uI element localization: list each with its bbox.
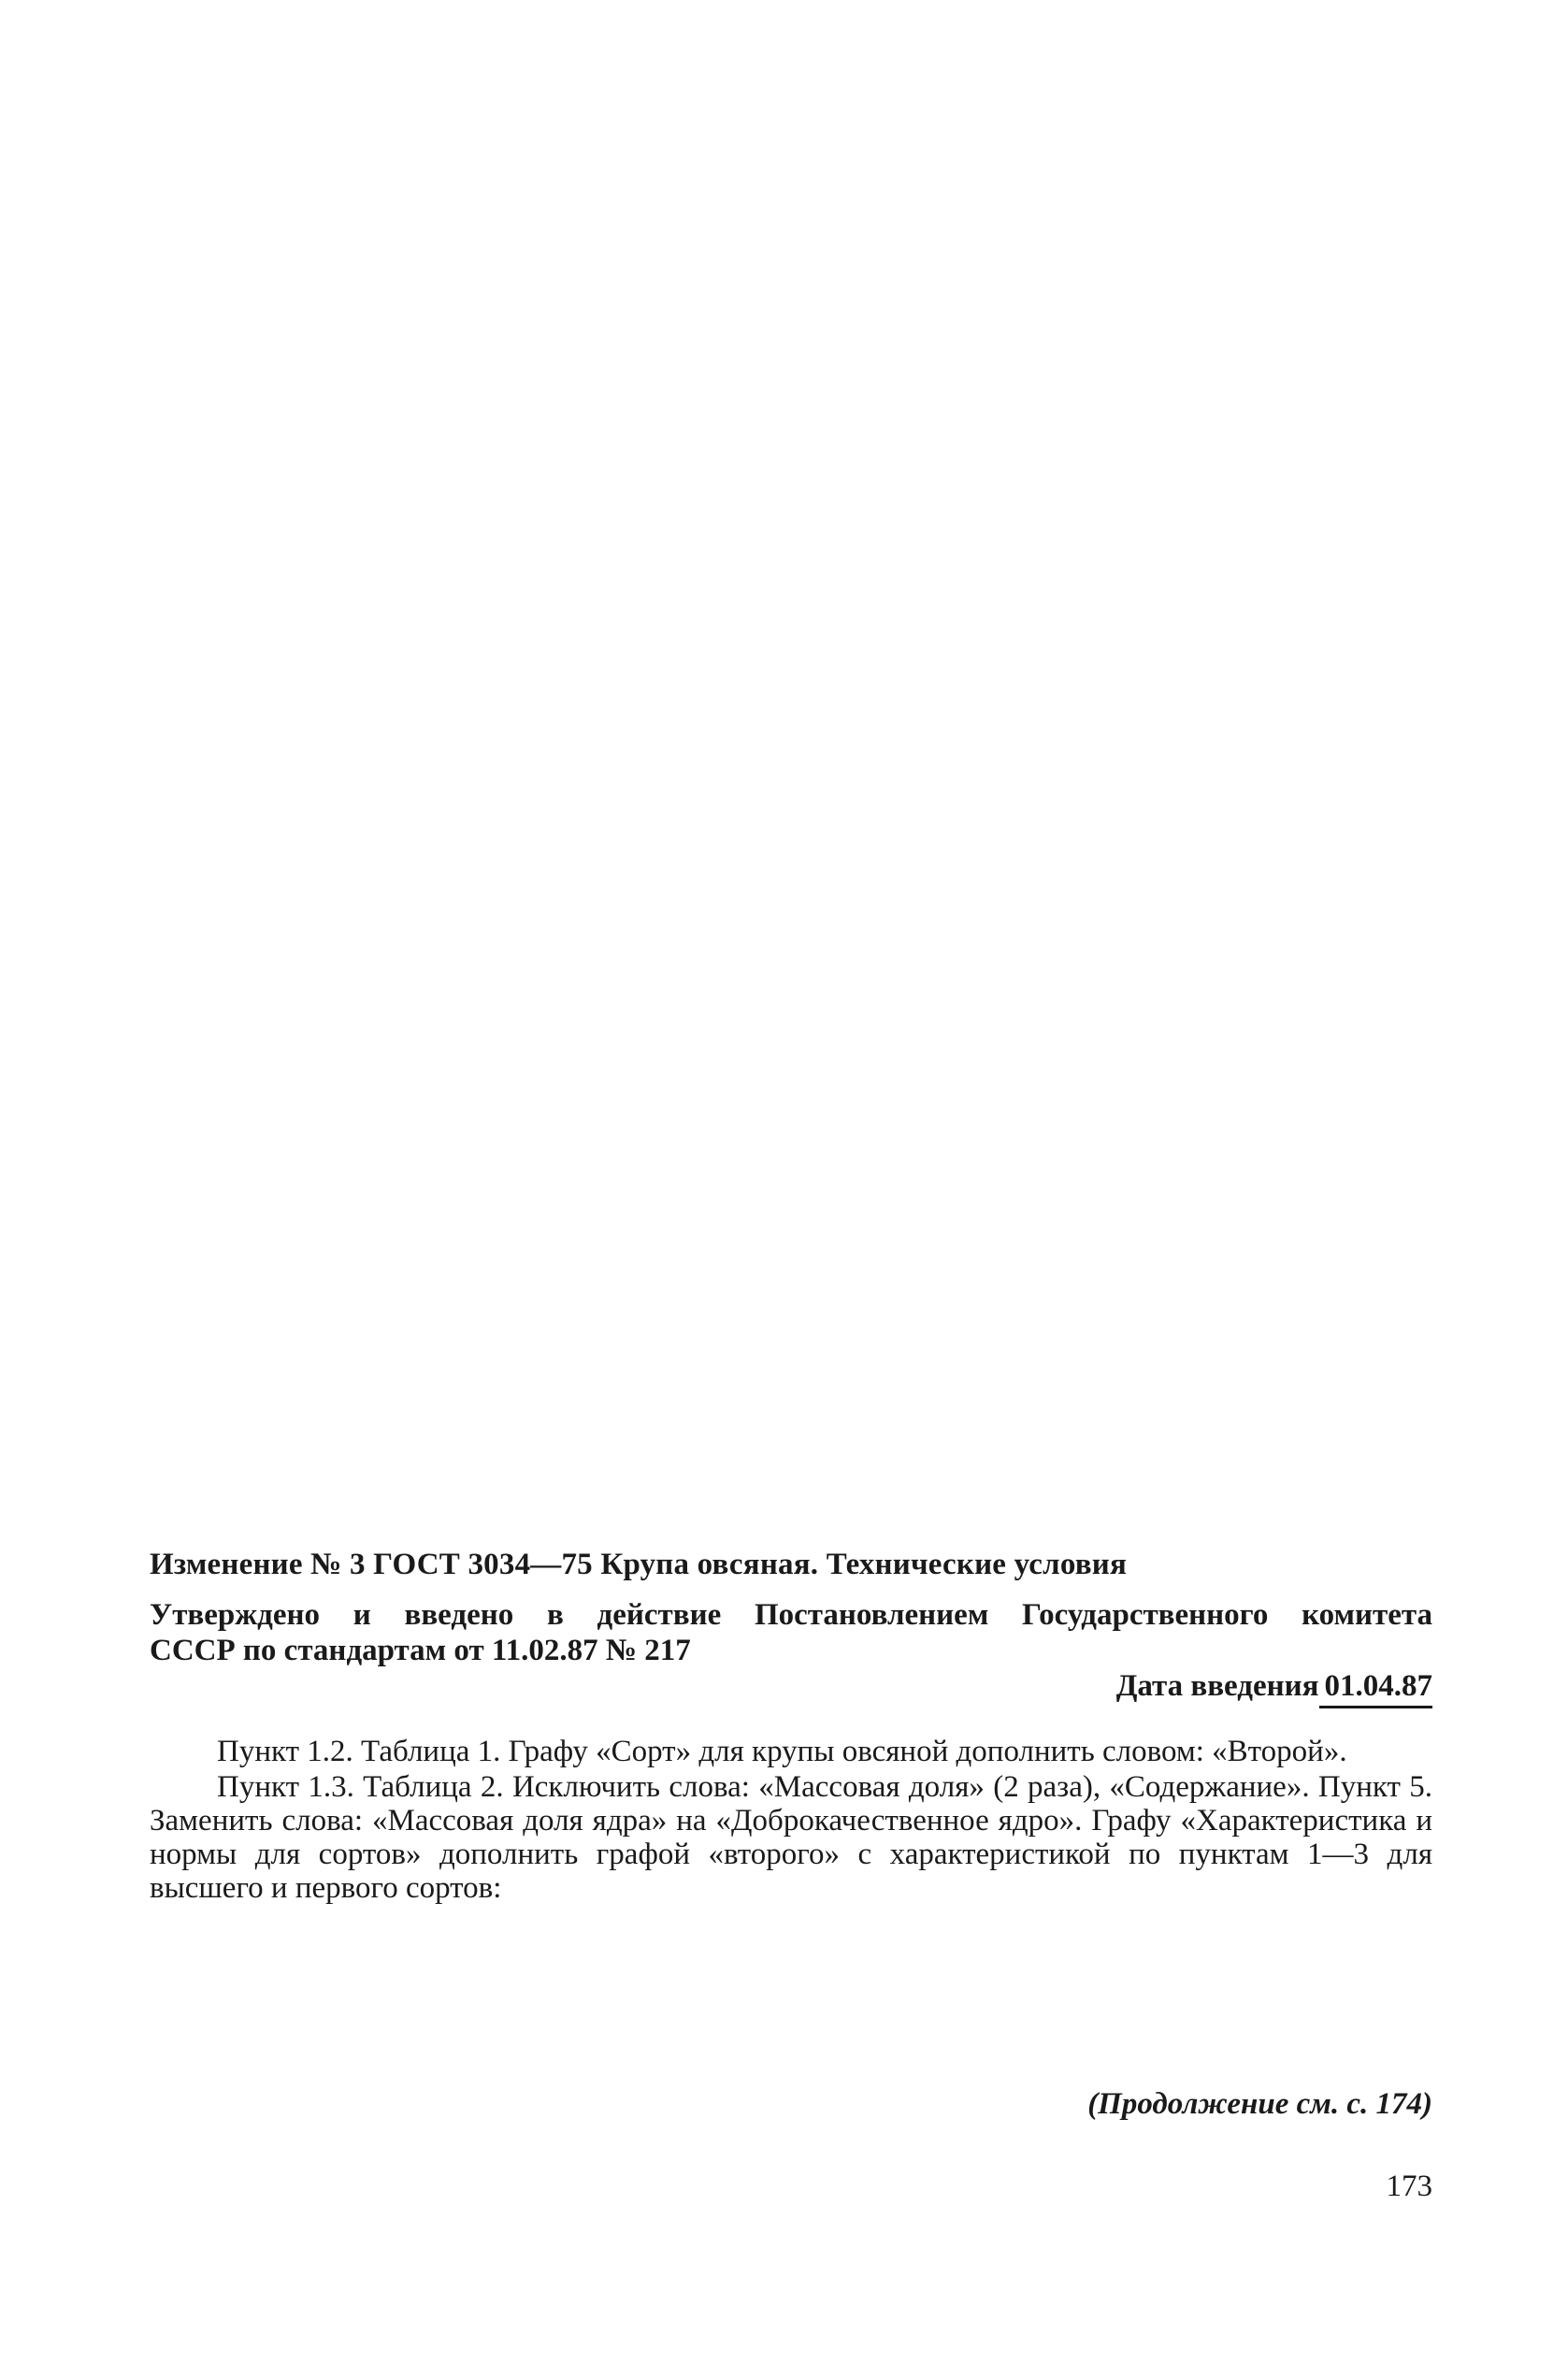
- approval-line-2: СССР по стандартам от 11.02.87 № 217: [150, 1634, 691, 1667]
- introduction-date-label: Дата введения: [1115, 1669, 1319, 1703]
- approval-statement: [150, 1597, 1432, 1668]
- paragraph-2: Пункт 1.3. Таблица 2. Исключить слова: «Массовая доля» (2 раза), «Содержание». Пункт 5. Заменить слова: «Массовая доля ядра» на «Доброкачественное ядро». Графу «Характеристика и нормы для сортов» дополнить графой «второго» с характеристикой по пунктам 1—3 для высшего и первого сортов:: [150, 1770, 1432, 1905]
- amendment-body: [150, 1735, 1432, 1907]
- continuation-note: (Продолжение см. с. 174): [1087, 2087, 1432, 2121]
- introduction-date-value: 01.04.87: [1319, 1669, 1433, 1708]
- introduction-date: [150, 1669, 1432, 1708]
- paragraph-1: Пункт 1.2. Таблица 1. Графу «Сорт» для крупы овсяной дополнить словом: «Второй».: [217, 1735, 1347, 1768]
- page-number: 173: [1386, 2169, 1432, 2203]
- amendment-title: Изменение № 3 ГОСТ 3034—75 Крупа овсяная. Технические условия: [150, 1548, 1128, 1581]
- approval-line-1: Утверждено и введено в действие Постановлением Государственного комитета: [150, 1598, 1432, 1632]
